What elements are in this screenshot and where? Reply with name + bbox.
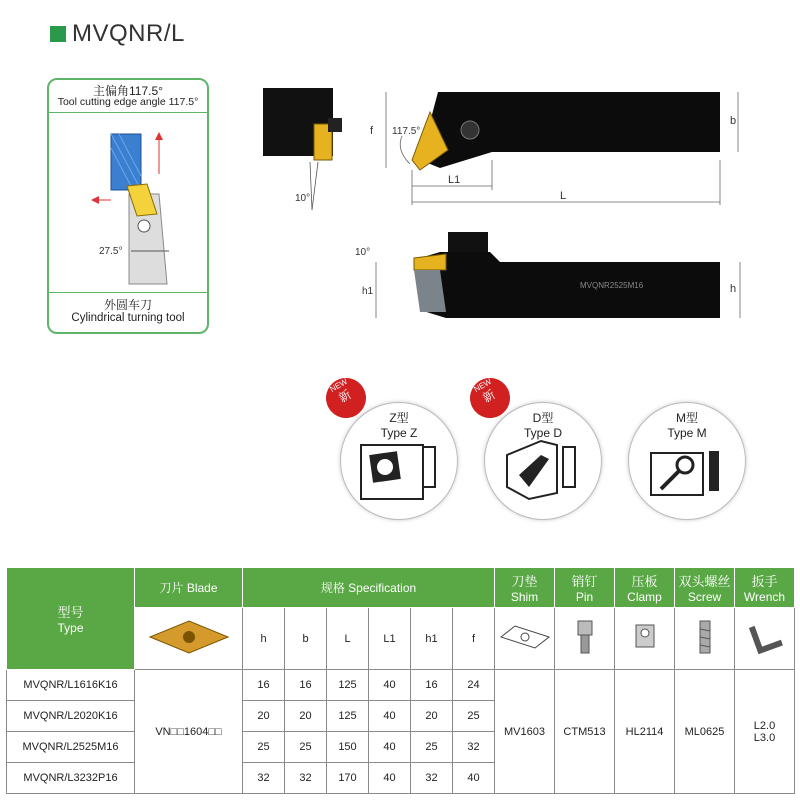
row-b: 25 <box>285 732 327 763</box>
row-type: MVQNR/L2525M16 <box>7 732 135 763</box>
type-d-cn: D型 <box>532 411 554 425</box>
row-f: 25 <box>453 701 495 732</box>
tool-name-cn: 外圆车刀 <box>103 298 152 312</box>
row-type: MVQNR/L2020K16 <box>7 701 135 732</box>
blade-header: 刀片 Blade <box>135 568 243 608</box>
type-m-en: Type M <box>667 426 707 440</box>
table-row <box>7 670 795 701</box>
screw-icon <box>690 617 720 657</box>
row-b: 16 <box>285 670 327 701</box>
row-b: 20 <box>285 701 327 732</box>
spec-col-h: h <box>243 608 285 670</box>
type-z-cn: Z型 <box>389 411 409 425</box>
spec-col-h1: h1 <box>411 608 453 670</box>
row-h: 25 <box>243 732 285 763</box>
pin-icon <box>570 617 600 657</box>
spec-header: 规格 Specification <box>243 568 495 608</box>
row-h1: 16 <box>411 670 453 701</box>
row-L: 150 <box>327 732 369 763</box>
pin-header: 销钉 Pin <box>555 568 615 608</box>
tool-name-en: Cylindrical turning tool <box>71 312 185 324</box>
side-view-angle: 10° <box>355 247 371 258</box>
clamp-image-cell <box>615 608 675 670</box>
row-f: 40 <box>453 763 495 794</box>
screw-code: ML0625 <box>675 670 735 794</box>
blade-insert-icon <box>144 617 234 657</box>
dim-f: f <box>370 125 374 137</box>
row-type: MVQNR/L1616K16 <box>7 670 135 701</box>
screw-header: 双头螺丝 Screw <box>675 568 735 608</box>
dim-h1: h1 <box>362 286 374 297</box>
spec-col-f: f <box>453 608 495 670</box>
row-h: 20 <box>243 701 285 732</box>
dim-b: b <box>730 115 737 127</box>
screw-image-cell <box>675 608 735 670</box>
page-title: MVQNR/L <box>72 20 185 47</box>
row-h1: 25 <box>411 732 453 763</box>
blade-code: VN□□1604□□ <box>135 670 243 794</box>
shim-code: MV1603 <box>495 670 555 794</box>
row-L1: 40 <box>369 732 411 763</box>
pin-code: CTM513 <box>555 670 615 794</box>
row-h: 16 <box>243 670 285 701</box>
type-m-circle <box>628 402 746 520</box>
shim-icon <box>497 622 553 652</box>
type-m-icon <box>629 403 745 519</box>
type-m-cn: M型 <box>676 411 698 425</box>
dim-L: L <box>560 190 567 202</box>
type-z-en: Type Z <box>380 426 418 440</box>
side-angle-label: 27.5° <box>99 246 123 257</box>
clamp-icon <box>630 617 660 657</box>
wrench-icon <box>745 617 785 657</box>
angle-cn: 主偏角117.5° <box>93 84 163 98</box>
wrench-header: 扳手 Wrench <box>735 568 795 608</box>
row-f: 32 <box>453 732 495 763</box>
row-h: 32 <box>243 763 285 794</box>
shim-header: 刀垫 Shim <box>495 568 555 608</box>
clamp-header: 压板 Clamp <box>615 568 675 608</box>
type-z-icon <box>341 403 457 519</box>
type-z-circle <box>340 402 458 520</box>
row-h1: 32 <box>411 763 453 794</box>
new-badge-d: NEW 新 <box>463 371 518 426</box>
angle-en: Tool cutting edge angle 117.5° <box>57 96 199 108</box>
row-h1: 20 <box>411 701 453 732</box>
spec-col-b: b <box>285 608 327 670</box>
spec-col-L1: L1 <box>369 608 411 670</box>
row-type: MVQNR/L3232P16 <box>7 763 135 794</box>
blade-image-cell <box>135 608 243 670</box>
wrench-image-cell <box>735 608 795 670</box>
clamp-code: HL2114 <box>615 670 675 794</box>
spec-col-L: L <box>327 608 369 670</box>
shim-image-cell <box>495 608 555 670</box>
body-marking: MVQNR2525M16 <box>580 281 644 290</box>
dim-angle-top: 117.5° <box>392 126 421 137</box>
row-L: 170 <box>327 763 369 794</box>
dim-L1: L1 <box>448 174 461 186</box>
wrench-code: L2.0 L3.0 <box>735 670 795 794</box>
dim-h: h <box>730 283 737 295</box>
row-L1: 40 <box>369 763 411 794</box>
row-L: 125 <box>327 670 369 701</box>
row-L1: 40 <box>369 670 411 701</box>
type-d-circle <box>484 402 602 520</box>
pin-image-cell <box>555 608 615 670</box>
row-f: 24 <box>453 670 495 701</box>
new-badge-z: NEW 新 <box>319 371 374 426</box>
row-L1: 40 <box>369 701 411 732</box>
row-b: 32 <box>285 763 327 794</box>
end-view-angle: 10° <box>295 193 311 204</box>
row-L: 125 <box>327 701 369 732</box>
type-header: 型号 Type <box>7 568 135 670</box>
type-d-en: Type D <box>523 426 562 440</box>
spec-table <box>6 567 795 794</box>
type-d-icon <box>485 403 601 519</box>
